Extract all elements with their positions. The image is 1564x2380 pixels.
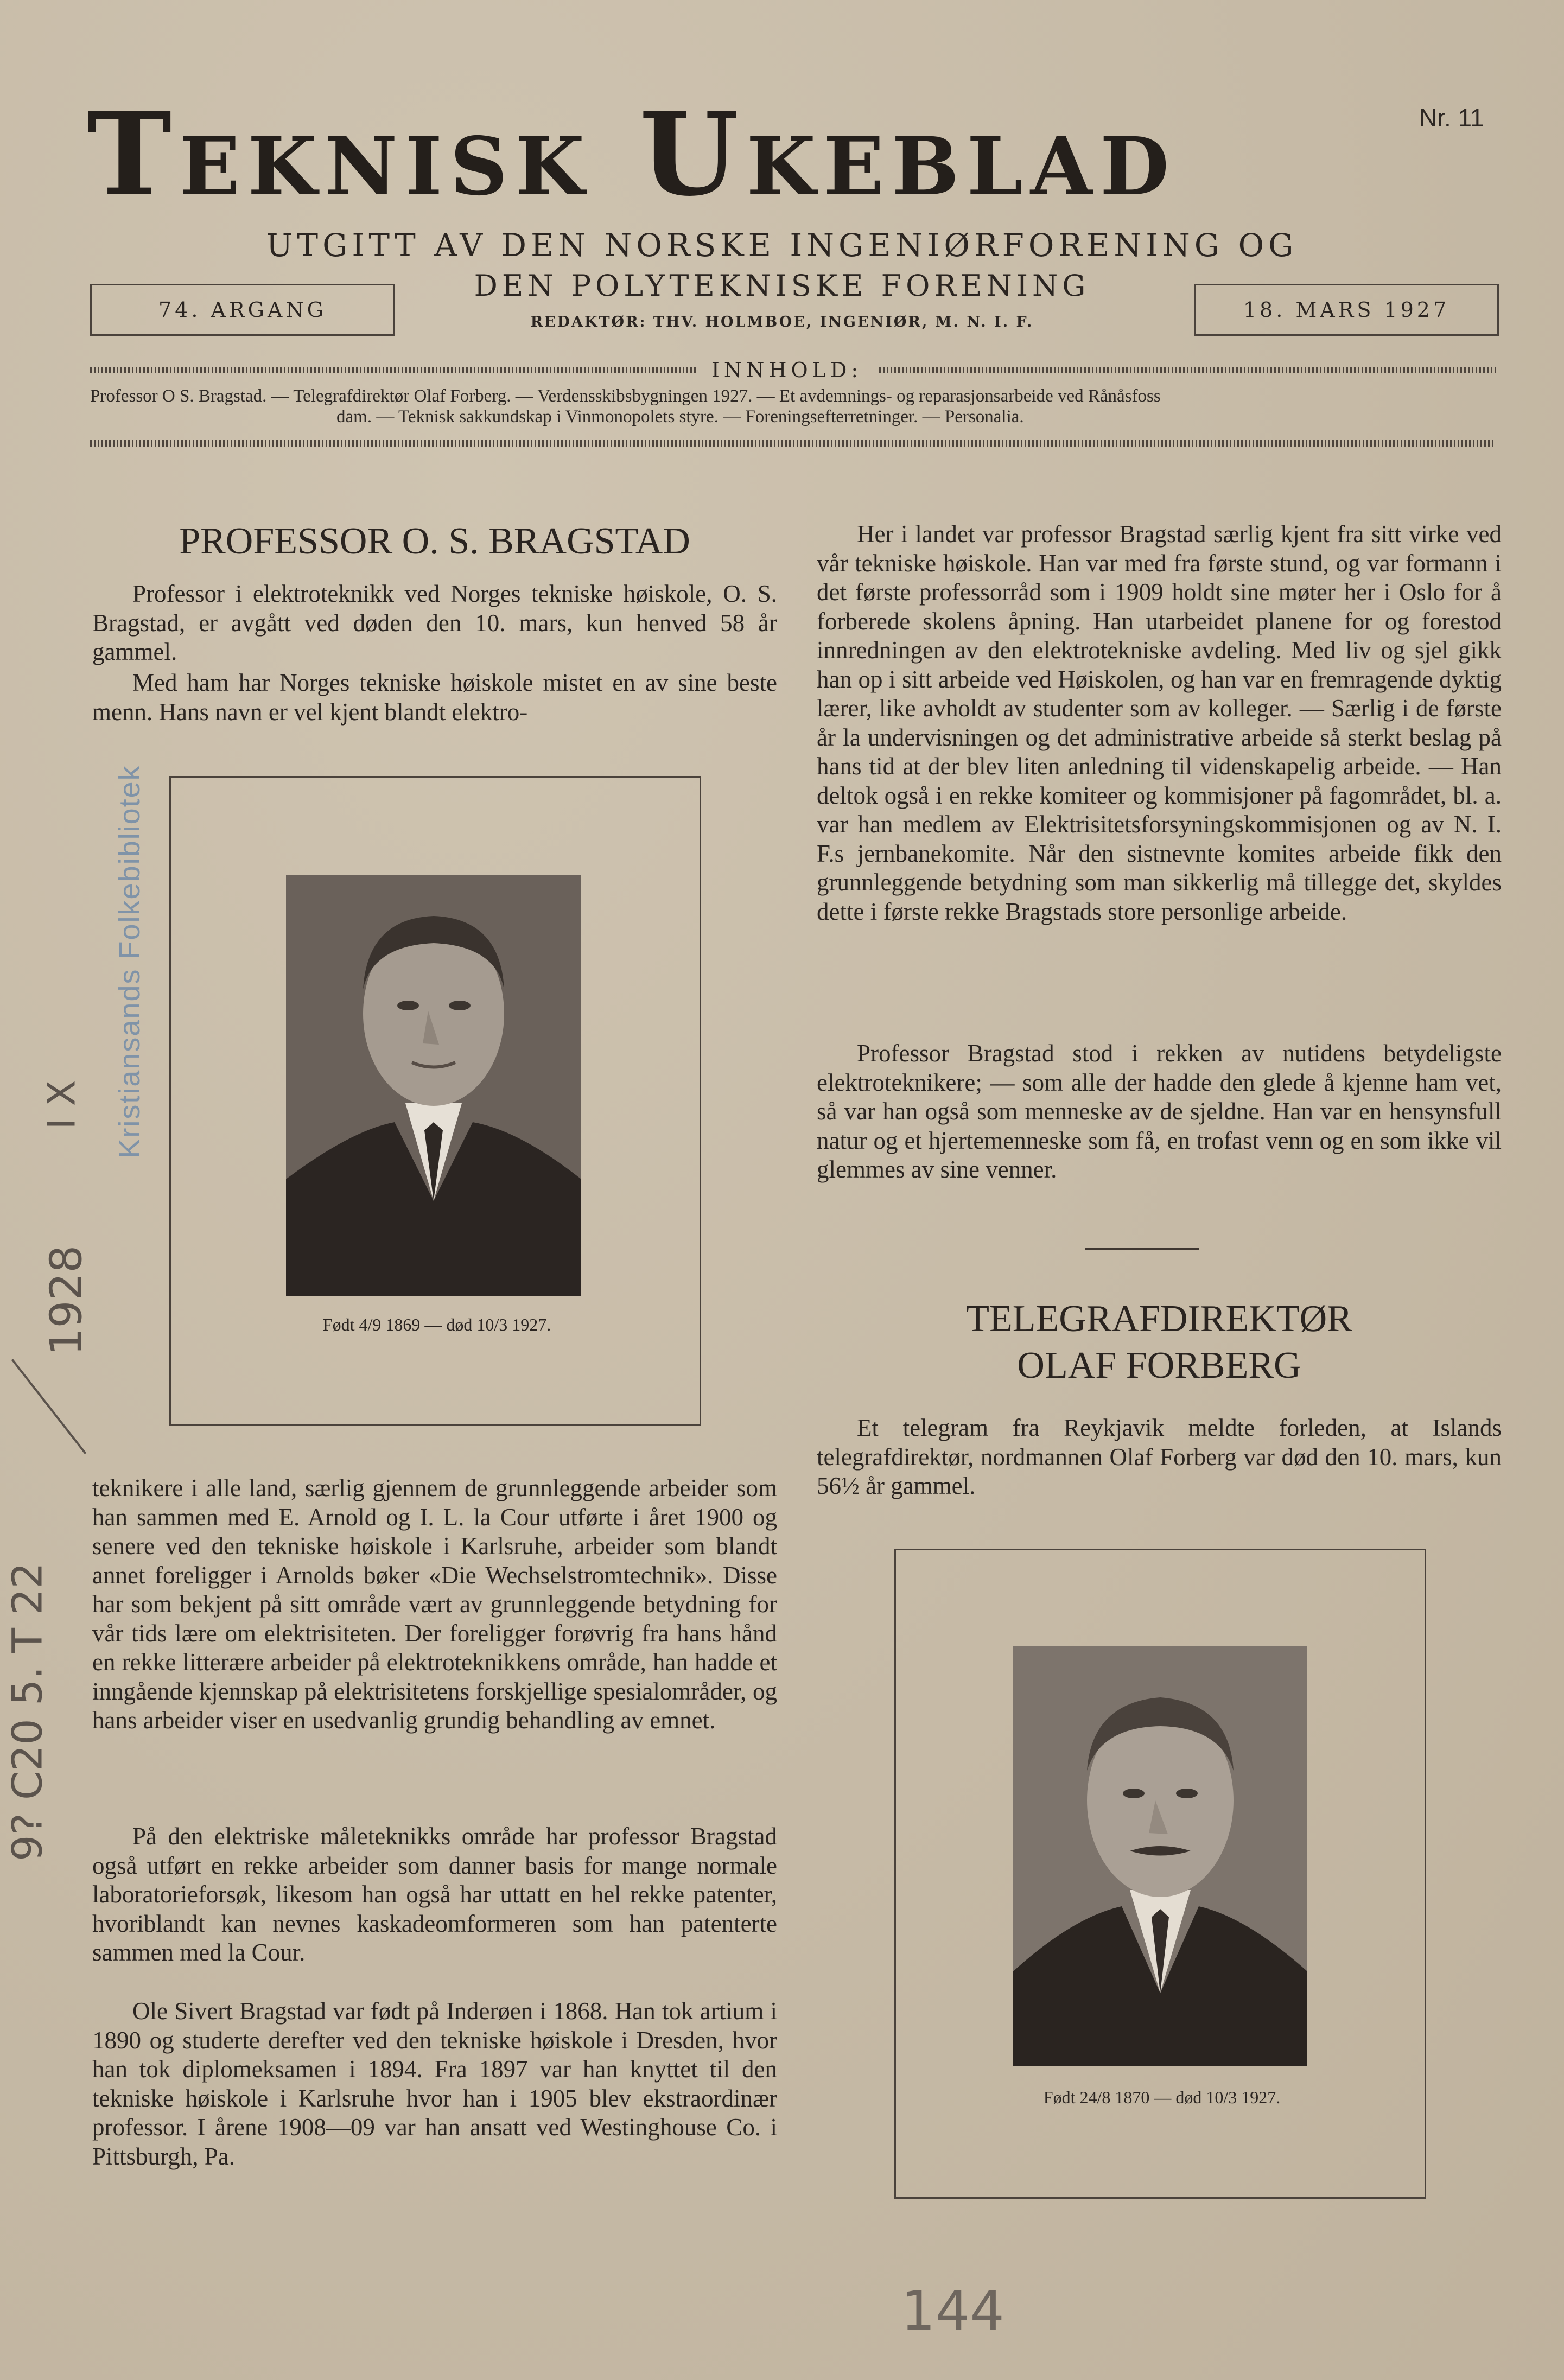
pencil-note-shelfmark: 9? C20 5. T 22 bbox=[3, 1562, 52, 1861]
bragstad-portrait-image bbox=[286, 875, 581, 1296]
bragstad-photo-frame bbox=[169, 776, 701, 1426]
article-1-right-paragraph: Her i landet var professor Bragstad særlig kjent fra sitt virke ved vår tekniske høiskole. Han var med fra første stund, og var formann i det første professorråd som i 1909 holdt sine møter her i Oslo for å forberede skolens åpning. Han utarbeidet planene for og forestod innredningen av den elektrotekniske avdeling. Med liv og sjel gikk han op i sitt arbeide ved Høiskolen, og han var en fremragende dyktig lærer, like avholdt av studenter som av kolleger. — Særlig i de første år la undervisningen og det administrative arbeide så sterkt beslag på hans tid at der blev liten anledning til videnskapelig arbeide. — Han deltok også i en rekke komiteer og kommisjoner på fagområdet, bl. a. var han medlem av Elektrisitetsforsyningskommisjonen og av N. I. F.s jernbanekomite. Når den sistnevnte komites arbeide fikk den grunnleggende betydning som man sikkerlig må tillegge det, skyldes dette i første rekke Bragstads store personlige arbeide. bbox=[817, 520, 1502, 925]
article-1-continuation: På den elektriske måleteknikks område har professor Bragstad også utført en rekke arbeider som danner basis for mange normale laboratorieforsøk, likesom han også har uttatt en hel rekke patenter, hvoriblandt kan nevnes kaskadeomformeren som han patenterte sammen med la Cour. bbox=[92, 1823, 777, 1966]
article-1-right-paragraph: Professor Bragstad stod i rekken av nutidens betydeligste elektroteknikere; — som alle der hadde den glede å kjenne ham vet, så var han også som menneske av de sjeldne. Han var en hensynsfull natur og et hjertemenneske som få, en trofast venn og en som ikke vil glemmes av sine venner. bbox=[817, 1040, 1502, 1183]
contents-heading: INNHOLD: bbox=[711, 358, 863, 382]
library-stamp: Kristiansands Folkebibliotek bbox=[113, 765, 146, 1159]
contents-line-1: Professor O S. Bragstad. — Telegrafdirektør Olaf Forberg. — Verdensskibsbygningen 1927. — Et avdemnings- og reparasjonsarbeide ved Rånåsfoss bbox=[90, 386, 1161, 406]
article-1-paragraph: Med ham har Norges tekniske høiskole mistet en av sine beste menn. Hans navn er vel kjent blandt elektro- bbox=[92, 669, 777, 726]
bottom-pencil-mark: 144 bbox=[901, 2279, 1004, 2343]
article-1-continuation: teknikere i alle land, særlig gjennem de grunnleggende arbeider som han sammen med E. Arnold og I. L. la Cour utførte i året 1900 og senere ved den tekniske høiskole i Karlsruhe, arbeider som blandt annet foreligger i Arnolds bøker «Die Wechselstromtechnik». Disse har som bekjent på sitt område vært av grunnleggende betydning for vår tids lære om elektrisiteten. Der foreligger forøvrig fra hans hånd en rekke litterære arbeider på elektroteknikkens område, han hadde et inngående kjennskap på elektrisitetens forskjellige spesialområder, og hans arbeider viser en usedvanlig grundig behandling av emnet. bbox=[92, 1474, 777, 1734]
bragstad-photo-caption: Født 4/9 1869 — død 10/3 1927. bbox=[322, 1315, 551, 1334]
masthead-title: Teknisk Ukeblad bbox=[87, 87, 1177, 221]
article-2-title-line-1: TELEGRAFDIREKTØR bbox=[966, 1298, 1352, 1340]
article-1-continuation: Ole Sivert Bragstad var født på Inderøen i 1868. Han tok artium i 1890 og studerte derefter ved den tekniske høiskole i Dresden, hvor han tok diplomeksamen i 1894. Fra 1897 var han knyttet til den tekniske høiskole i Karlsruhe hvor han i 1905 blev ekstraordinær professor. I årene 1908—09 var han ansatt ved Westinghouse Co. i Pittsburgh, Pa. bbox=[92, 1997, 777, 2170]
article-2-paragraph: Et telegram fra Reykjavik meldte forleden, at Islands telegrafdirektør, nordmannen Olaf Forberg var død den 10. mars, kun 56½ år gammel. bbox=[817, 1414, 1502, 1499]
article-1-paragraph: Professor i elektroteknikk ved Norges tekniske høiskole, O. S. Bragstad, er avgått ved døden den 10. mars, kun henved 58 år gammel. bbox=[92, 580, 777, 665]
contents-rule-left bbox=[90, 367, 698, 373]
pencil-note-volume: I X bbox=[39, 1080, 84, 1130]
article-separator bbox=[1085, 1248, 1199, 1250]
forberg-photo-caption: Født 24/8 1870 — død 10/3 1927. bbox=[1043, 2088, 1281, 2107]
contents-line-2: dam. — Teknisk sakkundskap i Vinmonopolets styre. — Foreningsefterretninger. — Personalia. bbox=[336, 407, 1024, 427]
forberg-portrait-svg bbox=[1013, 1646, 1307, 2066]
masthead-subtitle-2: DEN POLYTEKNISKE FORENING bbox=[474, 269, 1090, 303]
contents-rule-right bbox=[879, 367, 1496, 373]
editor-line: REDAKTØR: THV. HOLMBOE, INGENIØR, M. N. I. F. bbox=[530, 314, 1034, 330]
article-2-title-line-2: OLAF FORBERG bbox=[1017, 1345, 1301, 1386]
issue-number: Nr. 11 bbox=[1419, 104, 1484, 132]
forberg-portrait-image bbox=[1013, 1646, 1307, 2066]
pencil-slash-mark bbox=[11, 1359, 87, 1454]
date-box: 18. MARS 1927 bbox=[1194, 284, 1499, 336]
article-1-title: PROFESSOR O. S. BRAGSTAD bbox=[179, 520, 690, 562]
contents-rule-bottom bbox=[90, 440, 1496, 447]
bragstad-portrait-svg bbox=[286, 875, 581, 1296]
pencil-note-year: 1928 bbox=[41, 1245, 92, 1356]
masthead-subtitle-1: UTGITT AV DEN NORSKE INGENIØRFORENING OG bbox=[266, 227, 1298, 264]
forberg-photo-frame bbox=[894, 1549, 1426, 2199]
volume-box: 74. ARGANG bbox=[90, 284, 395, 336]
